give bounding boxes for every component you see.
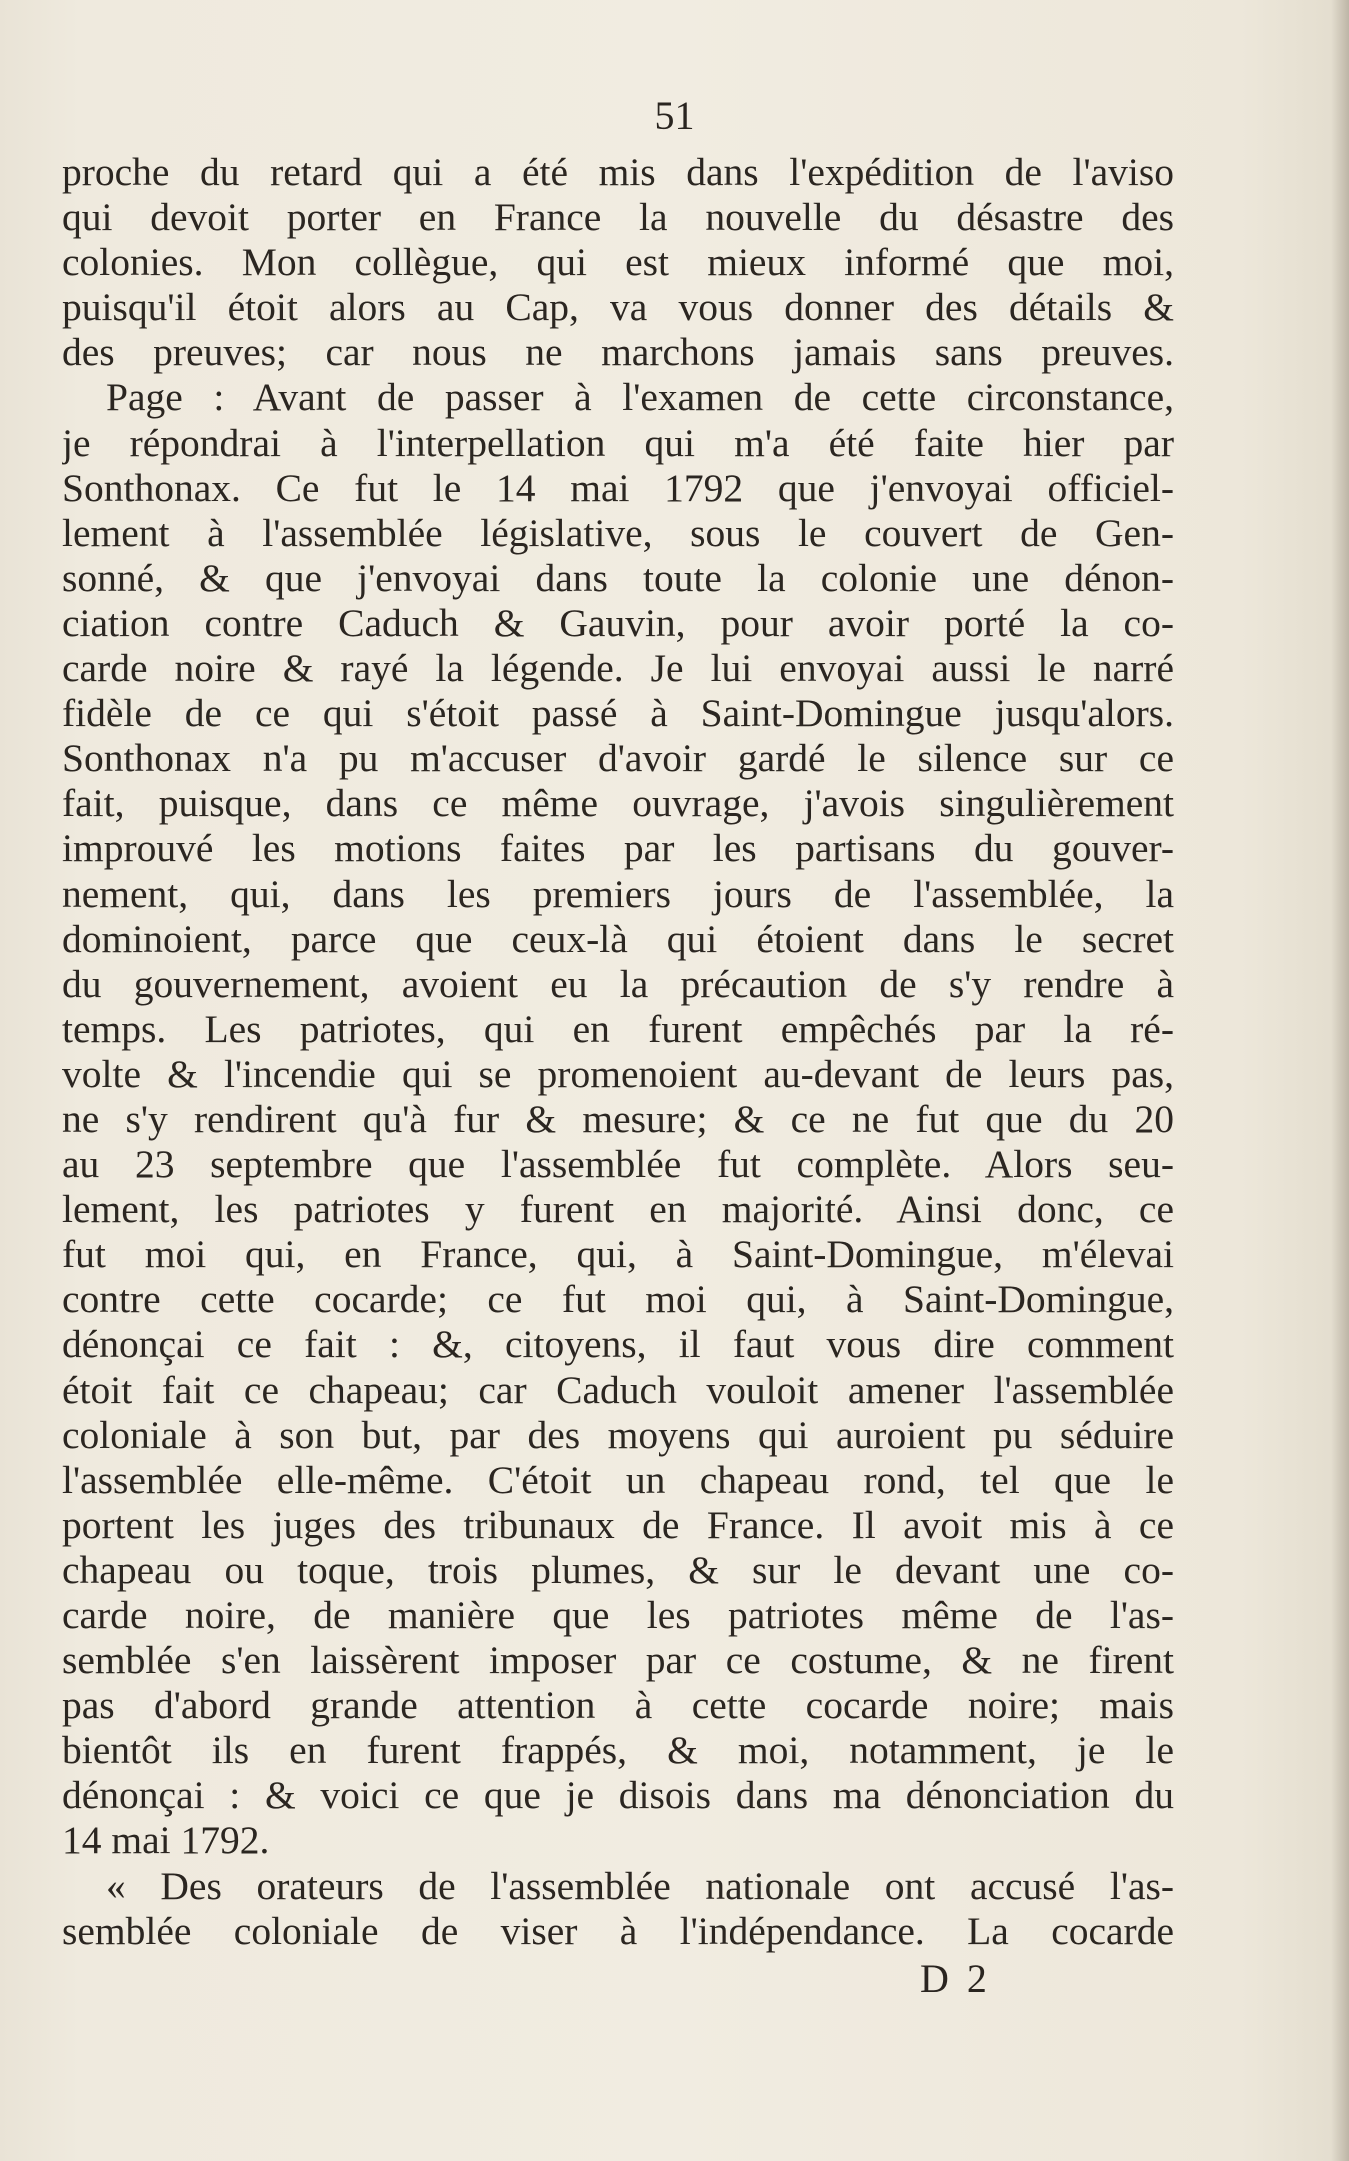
- text-line: improuvé les motions faites par les partisans du gouver-: [62, 826, 1174, 871]
- text-line: fut moi qui, en France, qui, à Saint-Domingue, m'élevai: [62, 1232, 1174, 1277]
- text-line: Sonthonax n'a pu m'accuser d'avoir gardé le silence sur ce: [62, 736, 1174, 781]
- text-line: l'assemblée elle-même. C'étoit un chapeau rond, tel que le: [62, 1457, 1174, 1502]
- page-number: 51: [654, 93, 695, 138]
- text-line: dominoient, parce que ceux-là qui étoient dans le secret: [62, 916, 1174, 961]
- text-line: dénonçai ce fait : &, citoyens, il faut vous dire comment: [62, 1322, 1174, 1367]
- body-text: [62, 150, 1174, 1954]
- text-line: bientôt ils en furent frappés, & moi, notamment, je le: [62, 1728, 1174, 1773]
- text-line: semblée coloniale de viser à l'indépendance. La cocarde: [62, 1908, 1174, 1953]
- page-edge-shadow: [1331, 0, 1349, 2161]
- text-line: du gouvernement, avoient eu la précaution de s'y rendre à: [62, 961, 1174, 1006]
- text-line: sonné, & que j'envoyai dans toute la colonie une dénon-: [62, 555, 1174, 600]
- text-line: lement, les patriotes y furent en majorité. Ainsi donc, ce: [62, 1187, 1174, 1232]
- printer-signature-mark: D 2: [920, 1956, 991, 2001]
- text-line: fidèle de ce qui s'étoit passé à Saint-Domingue jusqu'alors.: [62, 691, 1174, 736]
- text-line: 14 mai 1792.: [62, 1818, 270, 1863]
- text-line: chapeau ou toque, trois plumes, & sur le devant une co-: [62, 1547, 1174, 1592]
- text-line: des preuves; car nous ne marchons jamais sans preuves.: [62, 330, 1174, 375]
- text-line: puisqu'il étoit alors au Cap, va vous donner des détails &: [62, 285, 1174, 330]
- text-line: coloniale à son but, par des moyens qui auroient pu séduire: [62, 1412, 1174, 1457]
- text-line: portent les juges des tribunaux de France. Il avoit mis à ce: [62, 1502, 1174, 1547]
- text-line: Sonthonax. Ce fut le 14 mai 1792 que j'envoyai officiel-: [62, 465, 1174, 510]
- text-line: dénonçai : & voici ce que je disois dans ma dénonciation du: [62, 1773, 1174, 1818]
- text-line: je répondrai à l'interpellation qui m'a été faite hier par: [62, 420, 1174, 465]
- text-line: contre cette cocarde; ce fut moi qui, à Saint-Domingue,: [62, 1277, 1174, 1322]
- text-line: temps. Les patriotes, qui en furent empêchés par la ré-: [62, 1006, 1174, 1051]
- text-line: « Des orateurs de l'assemblée nationale ont accusé l'as-: [106, 1863, 1174, 1908]
- text-line: semblée s'en laissèrent imposer par ce costume, & ne firent: [62, 1638, 1174, 1683]
- text-line: colonies. Mon collègue, qui est mieux informé que moi,: [62, 240, 1174, 285]
- text-line: au 23 septembre que l'assemblée fut complète. Alors seu-: [62, 1142, 1174, 1187]
- text-line: ciation contre Caduch & Gauvin, pour avoir porté la co-: [62, 600, 1174, 645]
- text-line: volte & l'incendie qui se promenoient au-devant de leurs pas,: [62, 1051, 1174, 1096]
- text-line: lement à l'assemblée législative, sous le couvert de Gen-: [62, 510, 1174, 555]
- text-line: fait, puisque, dans ce même ouvrage, j'avois singulièrement: [62, 781, 1174, 826]
- text-line: pas d'abord grande attention à cette cocarde noire; mais: [62, 1683, 1174, 1728]
- text-line: qui devoit porter en France la nouvelle du désastre des: [62, 195, 1174, 240]
- text-line: étoit fait ce chapeau; car Caduch vouloit amener l'assemblée: [62, 1367, 1174, 1412]
- text-line: ne s'y rendirent qu'à fur & mesure; & ce ne fut que du 20: [62, 1096, 1174, 1141]
- text-line: proche du retard qui a été mis dans l'expédition de l'aviso: [62, 150, 1174, 194]
- text-line: Page : Avant de passer à l'examen de cette circonstance,: [106, 375, 1174, 420]
- text-line: nement, qui, dans les premiers jours de l'assemblée, la: [62, 871, 1174, 916]
- text-line: carde noire & rayé la légende. Je lui envoyai aussi le narré: [62, 646, 1174, 691]
- text-line: carde noire, de manière que les patriotes même de l'as-: [62, 1593, 1174, 1637]
